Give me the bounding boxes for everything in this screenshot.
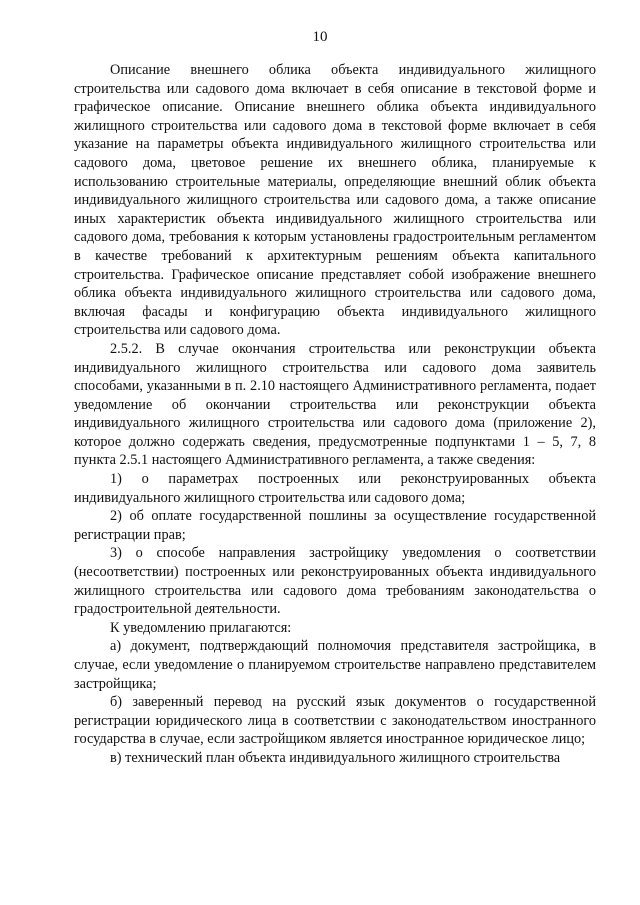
list-item-parameters: 1) о параметрах построенных или реконструированных объекта индивидуального жилищного строительства или садового дома; bbox=[74, 471, 596, 506]
attachments-heading: К уведомлению прилагаются: bbox=[110, 619, 292, 636]
attachment-b: б) заверенный перевод на русский язык документов о государственной регистрации юридического лица в соответствии с законодательством иностранного государства в случае, если застройщиком является иностранное юридическое лицо; bbox=[74, 694, 596, 748]
page-number: 10 bbox=[312, 29, 328, 45]
attachment-c: в) технический план объекта индивидуального жилищного строительства bbox=[110, 749, 561, 766]
list-item-notification-method: 3) о способе направления застройщику уведомления о соответствии (несоответствии) построенных или реконструированных объекта индивидуального жилищного строительства или садового дома требованиям законодательства о градостроительной деятельности. bbox=[74, 545, 596, 618]
paragraph-2-5-2: 2.5.2. В случае окончания строительства или реконструкции объекта индивидуального жилищного строительства или садового дома заявитель способами, указанными в п. 2.10 настоящего Административного регламента, подает уведомление об окончании строительства или реконструкции объекта индивидуального жилищного строительства или садового дома (приложение 2), которое должно содержать сведения, предусмотренные подпунктами 1 – 5, 7, 8 пункта 2.5.1 настоящего Административного регламента, а также сведения: bbox=[74, 340, 596, 469]
attachment-a: а) документ, подтверждающий полномочия представителя застройщика, в случае, если уведомление о планируемом строительстве направлено представителем застройщика; bbox=[74, 638, 596, 692]
paragraph-appearance-description: Описание внешнего облика объекта индивидуального жилищного строительства или садового дома включает в себя описание в текстовой форме и графическое описание. Описание внешнего облика объекта индивидуального жилищного строительства или садового дома в текстовой форме включает в себя указание на параметры объекта индивидуального жилищного строительства или садового дома, цветовое решение их внешнего облика, планируемые к использованию строительные материалы, определяющие внешний облик объекта индивидуального жилищного строительства или садового дома, а также описание иных характеристик объекта индивидуального жилищного строительства или садового дома, требования к которым установлены градостроительным регламентом в качестве требований к архитектурным решениям объекта капитального строительства. Графическое описание представляет собой изображение внешнего облика объекта индивидуального жилищного строительства или садового дома, включая фасады и конфигурацию объекта индивидуального жилищного строительства или садового дома. bbox=[74, 62, 596, 339]
list-item-state-fee: 2) об оплате государственной пошлины за осуществление государственной регистрации прав; bbox=[74, 508, 596, 543]
document-body bbox=[74, 61, 596, 768]
